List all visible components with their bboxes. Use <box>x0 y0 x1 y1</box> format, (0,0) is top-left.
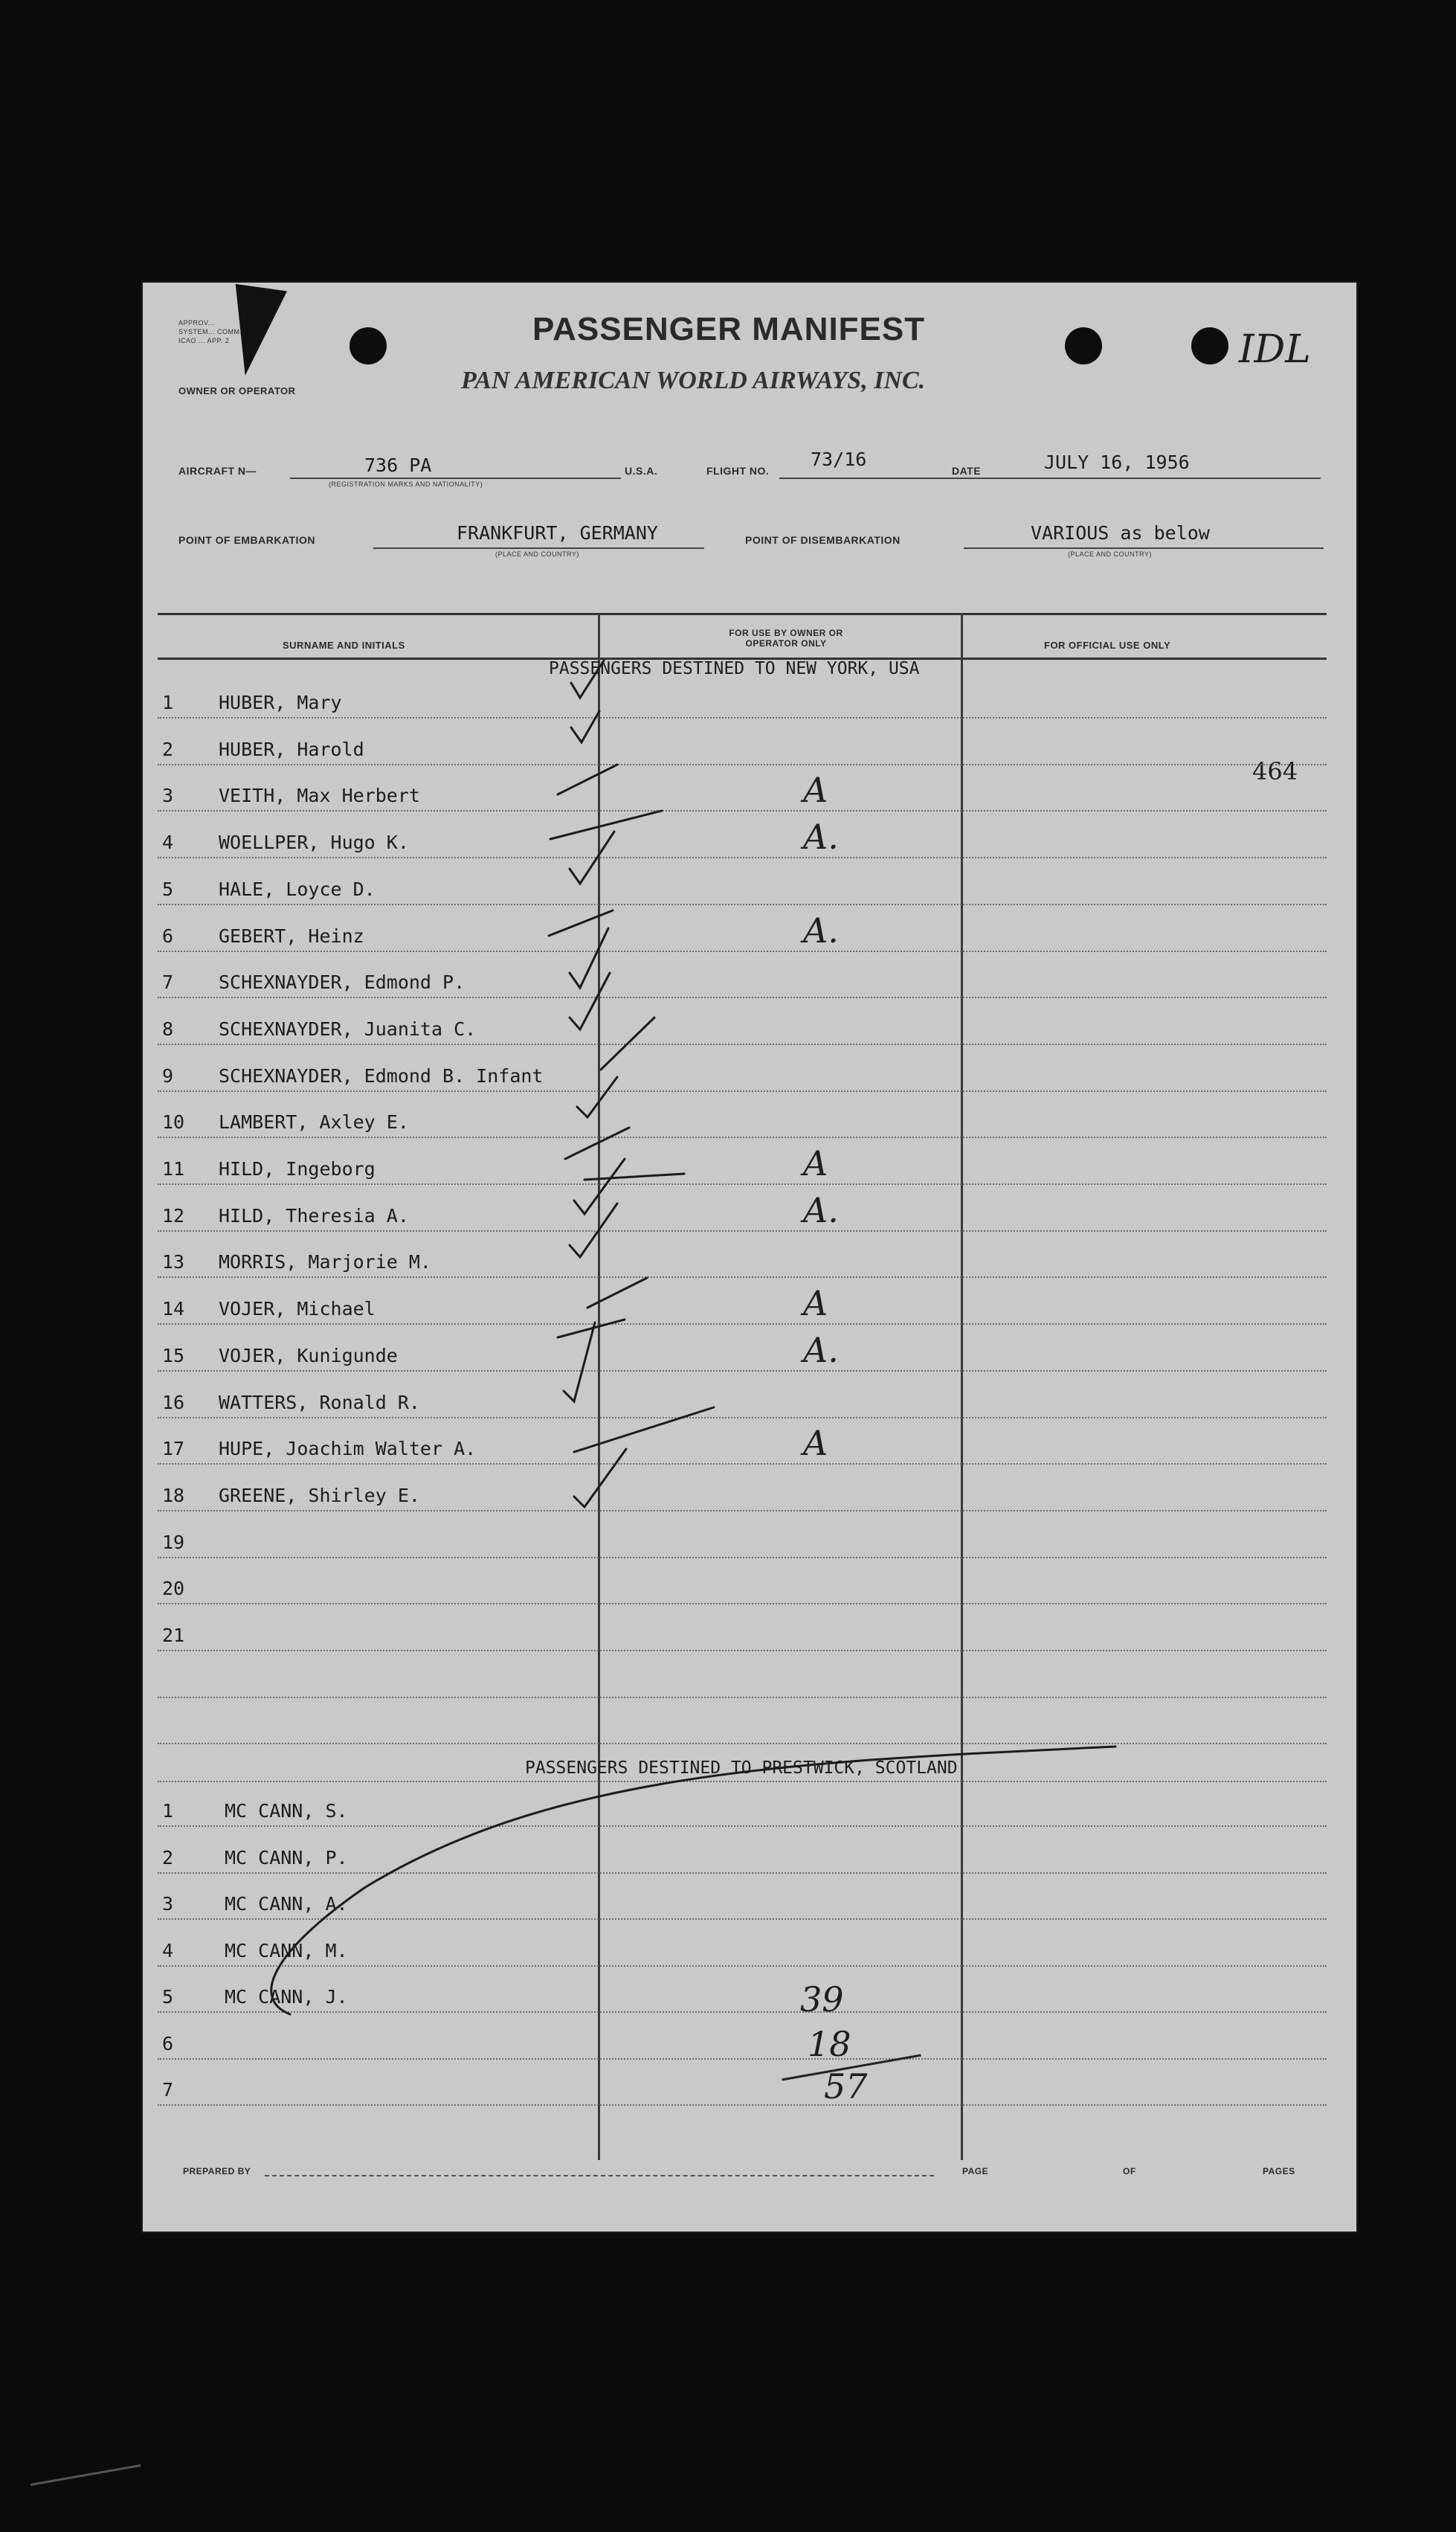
aircraft-label: AIRCRAFT N— <box>178 465 257 477</box>
approval-note: APPROV... SYSTEM... COMM. ICAO ... APP. 2 <box>178 319 242 344</box>
row-number: 18 <box>162 1484 185 1506</box>
corner-mark: IDL <box>1239 327 1311 372</box>
row-number: 16 <box>162 1391 185 1413</box>
passenger-name: HALE, Loyce D. <box>219 878 376 900</box>
row-number: 4 <box>162 832 174 854</box>
registration-caption: (REGISTRATION MARKS AND NATIONALITY) <box>329 481 483 488</box>
tally-line-1: 39 <box>800 1979 844 2020</box>
passenger-name: GEBERT, Heinz <box>219 925 364 947</box>
passenger-name: VOJER, Kunigunde <box>219 1344 398 1366</box>
disembark-label: POINT OF DISEMBARKATION <box>745 534 901 546</box>
row-number: 6 <box>162 2032 174 2054</box>
row-number: 11 <box>162 1158 185 1180</box>
row-number: 8 <box>162 1018 174 1040</box>
section-prestwick: PASSENGERS DESTINED TO PRESTWICK, SCOTLAND <box>525 1758 958 1778</box>
disembark-value: VARIOUS as below <box>1031 522 1210 544</box>
prepared-label: PREPARED BY <box>183 2166 251 2176</box>
row-number: 4 <box>162 1939 174 1961</box>
pages-label: PAGES <box>1263 2166 1295 2176</box>
tally-total: 57 <box>824 2066 868 2107</box>
passenger-name: MC CANN, S. <box>225 1800 348 1822</box>
passenger-name: SCHEXNAYDER, Juanita C. <box>219 1018 477 1040</box>
col-official-header: FOR OFFICIAL USE ONLY <box>1044 640 1171 651</box>
row-number: 14 <box>162 1298 185 1320</box>
passenger-name: GREENE, Shirley E. <box>219 1484 420 1506</box>
row-number: 7 <box>162 971 174 994</box>
passenger-name: MC CANN, A. <box>225 1893 348 1915</box>
check-mark <box>571 711 599 742</box>
of-label: OF <box>1123 2166 1136 2176</box>
check-mark <box>574 1449 626 1507</box>
manifest-sheet <box>141 281 1358 2233</box>
check-mark <box>570 928 608 988</box>
row-number: 3 <box>162 785 174 807</box>
row-number: 1 <box>162 692 174 713</box>
check-mark <box>549 910 613 936</box>
check-mark <box>570 832 614 884</box>
official-note: 464 <box>1252 757 1298 785</box>
check-mark <box>601 1018 654 1070</box>
page-label: PAGE <box>962 2166 989 2176</box>
airline-name: PAN AMERICAN WORLD AIRWAYS, INC. <box>461 367 926 394</box>
row-number: 21 <box>162 1625 185 1646</box>
alien-mark: A. <box>803 817 839 858</box>
section-new-york: PASSENGERS DESTINED TO NEW YORK, USA <box>549 659 920 678</box>
passenger-name: WATTERS, Ronald R. <box>219 1391 420 1413</box>
alien-mark: A <box>803 770 828 811</box>
prestwick-strike-curve <box>271 1747 1115 2014</box>
alien-mark: A <box>803 1423 828 1464</box>
passenger-name: HUPE, Joachim Walter A. <box>219 1438 477 1460</box>
row-number: 6 <box>162 925 174 947</box>
alien-mark: A. <box>803 1329 839 1370</box>
prepared-underline <box>265 2175 934 2176</box>
row-number: 5 <box>162 878 174 900</box>
check-mark <box>565 1128 629 1159</box>
passenger-name: MORRIS, Marjorie M. <box>219 1251 431 1273</box>
passenger-name: HILD, Ingeborg <box>219 1158 376 1180</box>
tally-line-2: 18 <box>808 2024 851 2064</box>
disembark-caption: (PLACE AND COUNTRY) <box>1068 550 1152 558</box>
passenger-name: MC CANN, P. <box>225 1846 348 1869</box>
row-number: 12 <box>162 1204 185 1227</box>
check-mark <box>558 765 617 794</box>
passenger-name: SCHEXNAYDER, Edmond P. <box>219 971 466 994</box>
passenger-name: VEITH, Max Herbert <box>219 785 420 807</box>
check-mark <box>587 1278 647 1308</box>
row-number: 19 <box>162 1531 185 1553</box>
flight-value: 73/16 <box>811 449 867 470</box>
row-number: 15 <box>162 1344 185 1366</box>
row-number: 2 <box>162 738 174 760</box>
alien-mark: A <box>803 1283 828 1324</box>
row-number: 9 <box>162 1064 174 1087</box>
col-owner-header: FOR USE BY OWNER OR OPERATOR ONLY <box>729 628 843 649</box>
passenger-name: LAMBERT, Axley E. <box>219 1111 409 1134</box>
passenger-name: WOELLPER, Hugo K. <box>219 832 409 854</box>
usa-label: U.S.A. <box>625 465 658 477</box>
passenger-name: MC CANN, M. <box>225 1939 348 1961</box>
row-number: 20 <box>162 1578 185 1600</box>
row-number: 17 <box>162 1438 185 1460</box>
alien-mark: A. <box>803 1189 839 1230</box>
date-value: JULY 16, 1956 <box>1044 452 1190 473</box>
check-mark <box>584 1174 684 1180</box>
passenger-name: HILD, Theresia A. <box>219 1204 409 1227</box>
alien-mark: A. <box>803 910 839 951</box>
passenger-name: MC CANN, J. <box>225 1986 348 2008</box>
embark-value: FRANKFURT, GERMANY <box>457 522 658 544</box>
check-mark <box>574 1407 714 1452</box>
pen-strokes <box>141 281 1358 2233</box>
row-number: 7 <box>162 2079 174 2101</box>
passenger-name: VOJER, Michael <box>219 1298 376 1320</box>
flight-label: FLIGHT NO. <box>706 465 770 477</box>
passenger-name: HUBER, Mary <box>219 692 342 713</box>
row-number: 2 <box>162 1846 174 1869</box>
alien-mark: A <box>803 1143 828 1183</box>
page-title: PASSENGER MANIFEST <box>532 311 926 347</box>
row-number: 3 <box>162 1893 174 1915</box>
check-mark <box>577 1077 617 1117</box>
aircraft-value: 736 PA <box>364 454 432 476</box>
col-surname-header: SURNAME AND INITIALS <box>283 640 405 651</box>
check-mark <box>571 661 604 698</box>
check-mark <box>550 811 662 839</box>
row-number: 1 <box>162 1800 174 1822</box>
passenger-name: SCHEXNAYDER, Edmond B. Infant <box>219 1064 544 1087</box>
embark-label: POINT OF EMBARKATION <box>178 534 315 546</box>
date-label: DATE <box>952 465 982 477</box>
row-number: 10 <box>162 1111 185 1134</box>
owner-label: OWNER OR OPERATOR <box>178 385 296 396</box>
check-mark <box>570 1204 617 1257</box>
passenger-name: HUBER, Harold <box>219 738 364 760</box>
embark-caption: (PLACE AND COUNTRY) <box>495 550 579 558</box>
row-number: 5 <box>162 1986 174 2008</box>
scan-artifact <box>30 2464 141 2486</box>
row-number: 13 <box>162 1251 185 1273</box>
